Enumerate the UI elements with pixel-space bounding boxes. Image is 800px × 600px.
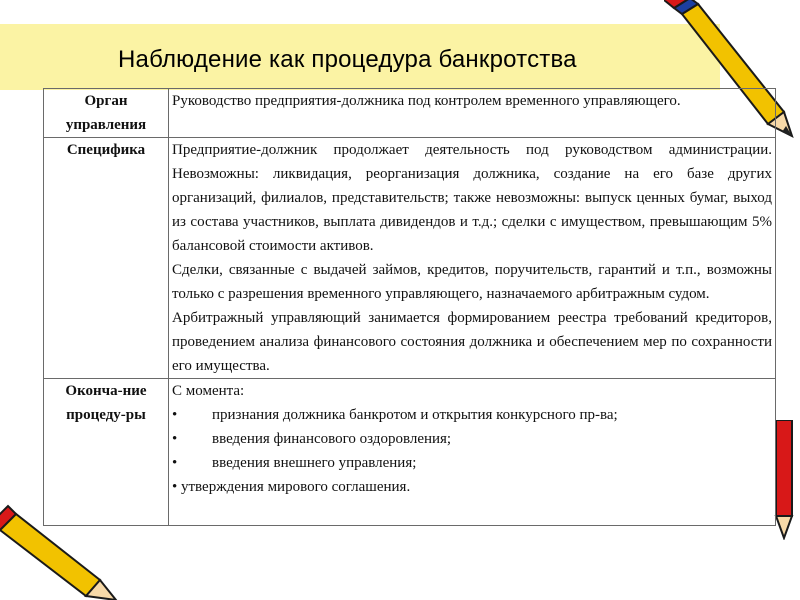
bullet-icon: •: [172, 455, 178, 471]
list-item: [172, 403, 772, 427]
procedure-table: [43, 88, 776, 526]
paragraph: Арбитражный управляющий занимается формированием реестра требований кредиторов, проведением анализа финансового состояния должника и обеспечением мер по сохранности его имущества.: [172, 310, 772, 374]
list-item: [172, 427, 772, 451]
list-item-text: признания должника банкротом и открытия конкурсного пр-ва;: [212, 407, 618, 423]
bullet-icon: •: [172, 407, 178, 423]
list-item-text: введения внешнего управления;: [212, 455, 417, 471]
page-title: Наблюдение как процедура банкротства: [118, 46, 577, 73]
row-label: Специфика: [44, 138, 169, 379]
table-row: [44, 89, 776, 138]
title-bar: [0, 24, 720, 90]
row-content: [169, 89, 776, 138]
intro-text: С момента:: [172, 383, 245, 399]
row-content: [169, 138, 776, 379]
row-text: Руководство предприятия-должника под контролем временного управляющего.: [172, 93, 681, 109]
row-content: [169, 379, 776, 526]
list-item-text: введения финансового оздоровления;: [212, 431, 452, 447]
bullet-icon: •: [172, 431, 178, 447]
paragraph: Предприятие-должник продолжает деятельность под руководством администрации. Невозможны: ликвидация, реорганизация должника, создание на его базе других организаций, филиалов, представительств; также невозможны: выпуск ценных бумаг, выход из состава участников, выплата дивидендов и т.д.; сделки с имуществом, превышающим 5% балансовой стоимости активов.: [172, 142, 772, 254]
table-row: [44, 138, 776, 379]
row-label: Орган управления: [44, 89, 169, 138]
row-label: Оконча-ние процеду-ры: [44, 379, 169, 526]
list-item: [172, 451, 772, 475]
table-row: [44, 379, 776, 526]
list-item-text: • утверждения мирового соглашения.: [172, 479, 411, 495]
paragraph: Сделки, связанные с выдачей займов, кредитов, поручительств, гарантий и т.п., возможны только с разрешения временного управляющего, назначаемого арбитражным судом.: [172, 262, 772, 302]
